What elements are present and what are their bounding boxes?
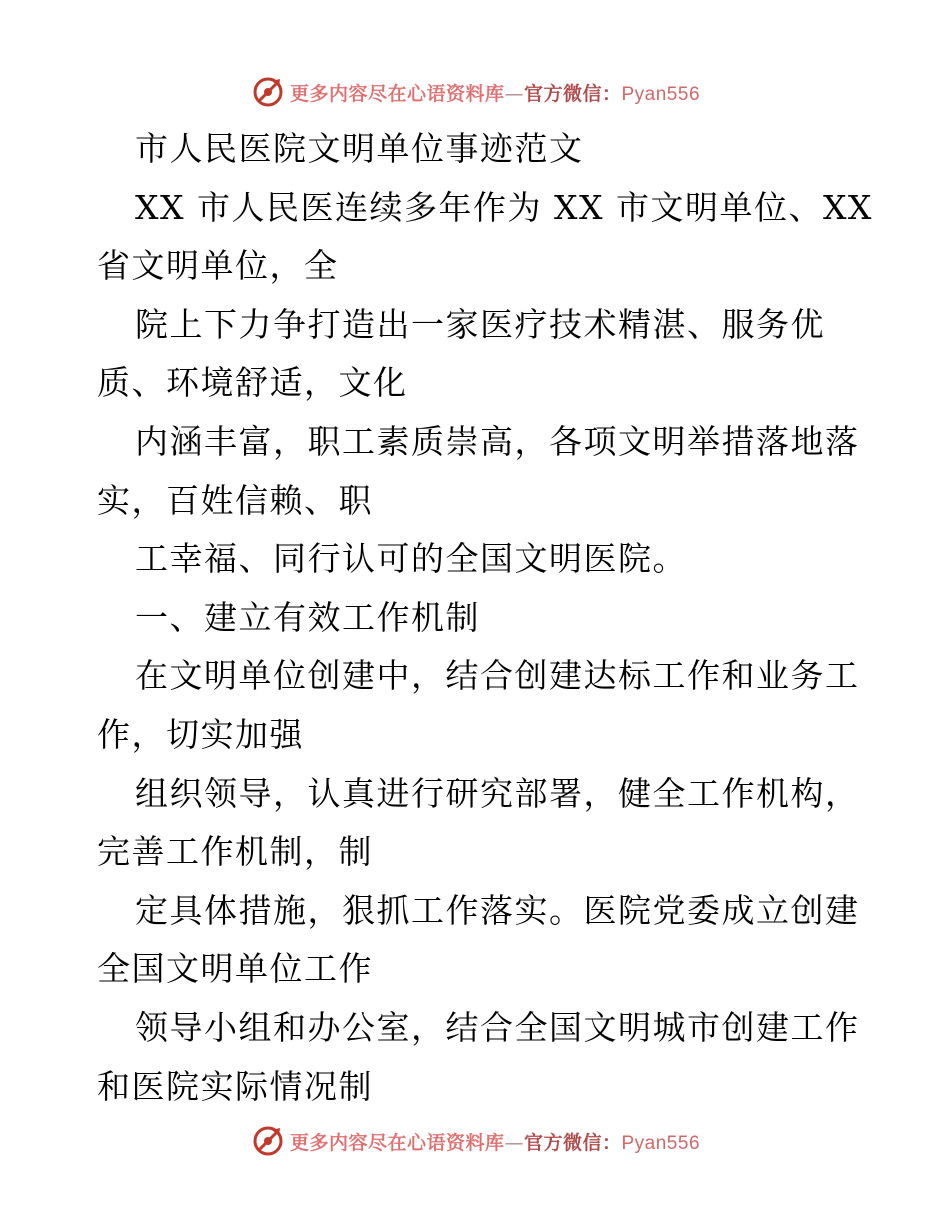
paragraph-line: 质、环境舒适，文化	[97, 363, 408, 403]
brand-logo-icon	[250, 74, 286, 110]
banner-dash: —	[504, 82, 524, 105]
document-title: 市人民医院文明单位事迹范文	[135, 129, 584, 168]
paragraph-line: 和医院实际情况制	[97, 1066, 373, 1106]
footer-banner[interactable]	[0, 1121, 950, 1161]
banner-text	[290, 1128, 700, 1155]
paragraph-line: 组织领导，认真进行研究部署，健全工作机构，	[135, 773, 860, 813]
banner-account-id: Pyan556	[621, 83, 701, 105]
header-banner[interactable]	[0, 72, 950, 112]
brand-logo-icon	[250, 1123, 286, 1159]
paragraph-line: 省文明单位，全	[97, 246, 339, 286]
paragraph-line: 完善工作机制，制	[97, 832, 373, 872]
banner-dash: —	[504, 1131, 524, 1154]
paragraph-line: 实，百姓信赖、职	[97, 480, 373, 520]
paragraph-line: 作，切实加强	[97, 714, 304, 754]
paragraph-line: 领导小组和办公室，结合全国文明城市创建工作	[135, 1007, 860, 1047]
paragraph-line: 在文明单位创建中，结合创建达标工作和业务工	[135, 656, 860, 696]
document-body	[97, 120, 873, 1116]
paragraph-line: 内涵丰富，职工素质崇高，各项文明举措落地落	[135, 421, 860, 461]
paragraph-line: 定具体措施，狠抓工作落实。医院党委成立创建	[135, 890, 860, 930]
section-heading: 一、建立有效工作机制	[135, 597, 480, 637]
banner-main-text: 更多内容尽在心语资料库	[289, 82, 505, 105]
banner-account-id: Pyan556	[621, 1132, 701, 1154]
paragraph-line: 全国文明单位工作	[97, 949, 373, 989]
banner-account-label: 官方微信：	[523, 82, 622, 105]
paragraph-line: 院上下力争打造出一家医疗技术精湛、服务优	[135, 304, 825, 344]
paragraph-line: XX 市人民医连续多年作为 XX 市文明单位、XX	[135, 187, 873, 227]
banner-account-label: 官方微信：	[523, 1131, 622, 1154]
banner-text	[290, 79, 700, 106]
paragraph-line: 工幸福、同行认可的全国文明医院。	[135, 539, 687, 579]
banner-main-text: 更多内容尽在心语资料库	[289, 1131, 505, 1154]
